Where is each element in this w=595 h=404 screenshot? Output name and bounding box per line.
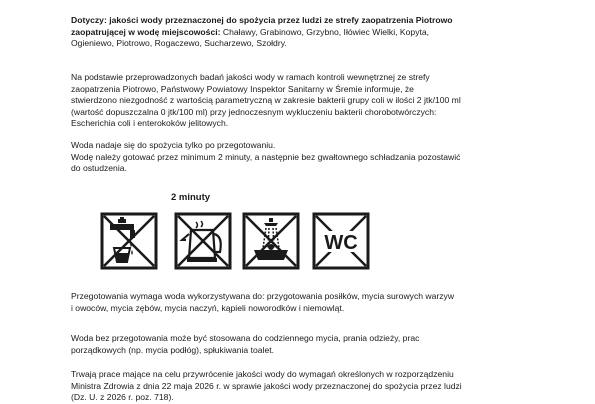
validity-line: Trwają prace mające na celu przywrócenie jakości wody do wymagań określonych w rozporządzeniu [71, 369, 454, 379]
validity-paragraph [71, 369, 541, 404]
wc-text: WC [324, 232, 358, 254]
kettle-crossed-icon [174, 212, 232, 270]
findings-line: zaopatrzenia Piotrowo, Państwowy Powiatowy Inspektor Sanitarny w Śremie informuje, że [71, 83, 414, 94]
findings-line: Na podstawie przeprowadzonych badań jakości wody w ramach kontroli wewnętrznej ze strefy [71, 72, 430, 82]
validity-line: (Dz. U. z 2026 r. poz. 718). [71, 392, 174, 403]
no-boil-paragraph [71, 333, 541, 356]
findings-paragraph [71, 72, 541, 130]
wc-crossed-icon [312, 212, 370, 270]
findings-line: Escherichia coli i enterokoków jelitowych. [71, 118, 229, 129]
notice-paragraph [71, 140, 541, 175]
bath-crossed-icon [242, 212, 300, 270]
findings-line: (wartość dopuszczalna 0 jtk/100 ml) przy jednoczesnym wykluczeniu bakterii chorobotwórczych: [71, 106, 437, 117]
subject-line-1: Dotyczy: jakości wody przeznaczonej do spożycia przez ludzi ze strefy zaopatrzenia Piotrowo [71, 15, 453, 25]
notice-line: Wodę należy gotować przez minimum 2 minuty, a następnie bez gwałtownego schładzania pozostawić [71, 151, 461, 162]
subject-line-2-bold: zaopatrującej w wodę miejscowości: [71, 26, 221, 37]
subject-paragraph [71, 15, 541, 50]
no-boil-line: Woda bez przegotowania może być stosowana do codziennego mycia, prania odzieży, prac [71, 333, 420, 343]
boil-required-line: Przegotowania wymaga woda wykorzystywana do: przygotowania posiłków, mycia surowych warzyw [71, 291, 455, 301]
findings-line: stwierdzono niezgodność z wartością parametryczną w zakresie bakterii grupy coli w ilości 2 jtk/100 ml [71, 95, 461, 106]
subject-line-2-rest: Chaławy, Grabinowo, Grzybno, Iłówiec Wielki, Kopyta, [220, 26, 430, 37]
notice-line: do ostudzenia. [71, 163, 127, 174]
notice-line: Woda nadaje się do spożycia tylko po przegotowaniu. [71, 140, 276, 150]
subject-line-2 [71, 27, 541, 39]
boil-required-line: i owoców, mycia zębów, mycia naczyń, kąpieli noworodków i niemowląt. [71, 302, 345, 313]
validity-line: Ministra Zdrowia z dnia 22 maja 2026 r. w sprawie jakości wody przeznaczonej do spożycia przez ludzi [71, 380, 462, 391]
boil-required-paragraph [71, 291, 541, 314]
no-boil-line: porządkowych (np. mycia podłóg), spłukiwania toalet. [71, 344, 275, 355]
tap-water-crossed-icon [100, 212, 158, 270]
two-minutes-label: 2 minuty [171, 192, 211, 203]
subject-line-3: Ogieniewo, Piotrowo, Rogaczewo, Sucharzewo, Szołdry. [71, 38, 287, 49]
